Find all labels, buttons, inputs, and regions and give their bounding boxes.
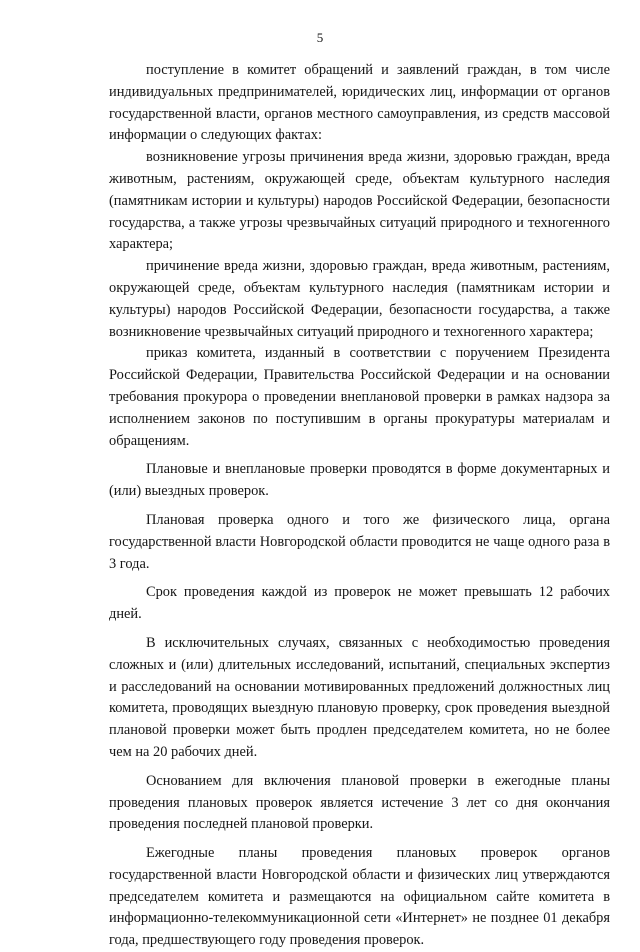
document-body [109, 60, 610, 952]
paragraph-committee-order: приказ комитета, изданный в соответствии с поручением Президента Российской Федерации, Правительства Российской Федерации и на основании требования прокурора о проведении внеплановой проверки в рамках надзора за исполнением законов по поступившим в органы прокуратуры материалам и обращениям. [109, 345, 610, 449]
paragraph-plan-inclusion: Основанием для включения плановой проверки в ежегодные планы проведения плановых проверок является истечение 3 лет со дня окончания проведения последней плановой проверки. [109, 772, 610, 833]
paragraph-incoming-appeals: поступление в комитет обращений и заявлений граждан, в том числе индивидуальных предпринимателей, юридических лиц, информации от органов государственной власти, органов местного самоуправления, из средств массовой информации о следующих фактах: [109, 62, 610, 144]
page-number: 5 [316, 30, 324, 45]
paragraph-inspection-forms: Плановые и внеплановые проверки проводятся в форме документарных и (или) выездных проверок. [109, 461, 610, 500]
paragraph-annual-plans: Ежегодные планы проведения плановых проверок органов государственной власти Новгородской области и физических лиц утверждаются председателем комитета и размещаются на официальном сайте комитета в информационно-телекоммуникационной сети «Интернет» не позднее 01 декабря года, предшествующего году проведения проверок. [109, 845, 610, 949]
paragraph-inspection-duration: Срок проведения каждой из проверок не может превышать 12 рабочих дней. [109, 584, 610, 623]
paragraph-inspection-frequency: Плановая проверка одного и того же физического лица, органа государственной власти Новгородской области проводится не чаще одного раза в 3 года. [109, 511, 610, 572]
paragraph-extension: В исключительных случаях, связанных с необходимостью проведения сложных и (или) длительных исследований, испытаний, специальных экспертиз и расследований на основании мотивированных предложений должностных лиц комитета, проводящих выездную плановую проверку, срок проведения выездной плановой проверки может быть продлен председателем комитета, но не более чем на 20 рабочих дней. [109, 634, 610, 760]
paragraph-threat-of-harm: возникновение угрозы причинения вреда жизни, здоровью граждан, вреда животным, растениям, окружающей среде, объектам культурного наследия (памятникам истории и культуры) народов Российской Федерации, безопасности государства, а также угрозы чрезвычайных ситуаций природного и техногенного характера; [109, 149, 610, 253]
paragraph-harm-caused: причинение вреда жизни, здоровью граждан, вреда животным, растениям, окружающей среде, объектам культурного наследия (памятникам истории и культуры) народов Российской Федерации, безопасности государства, а также возникновение чрезвычайных ситуаций природного и техногенного характера; [109, 258, 610, 340]
